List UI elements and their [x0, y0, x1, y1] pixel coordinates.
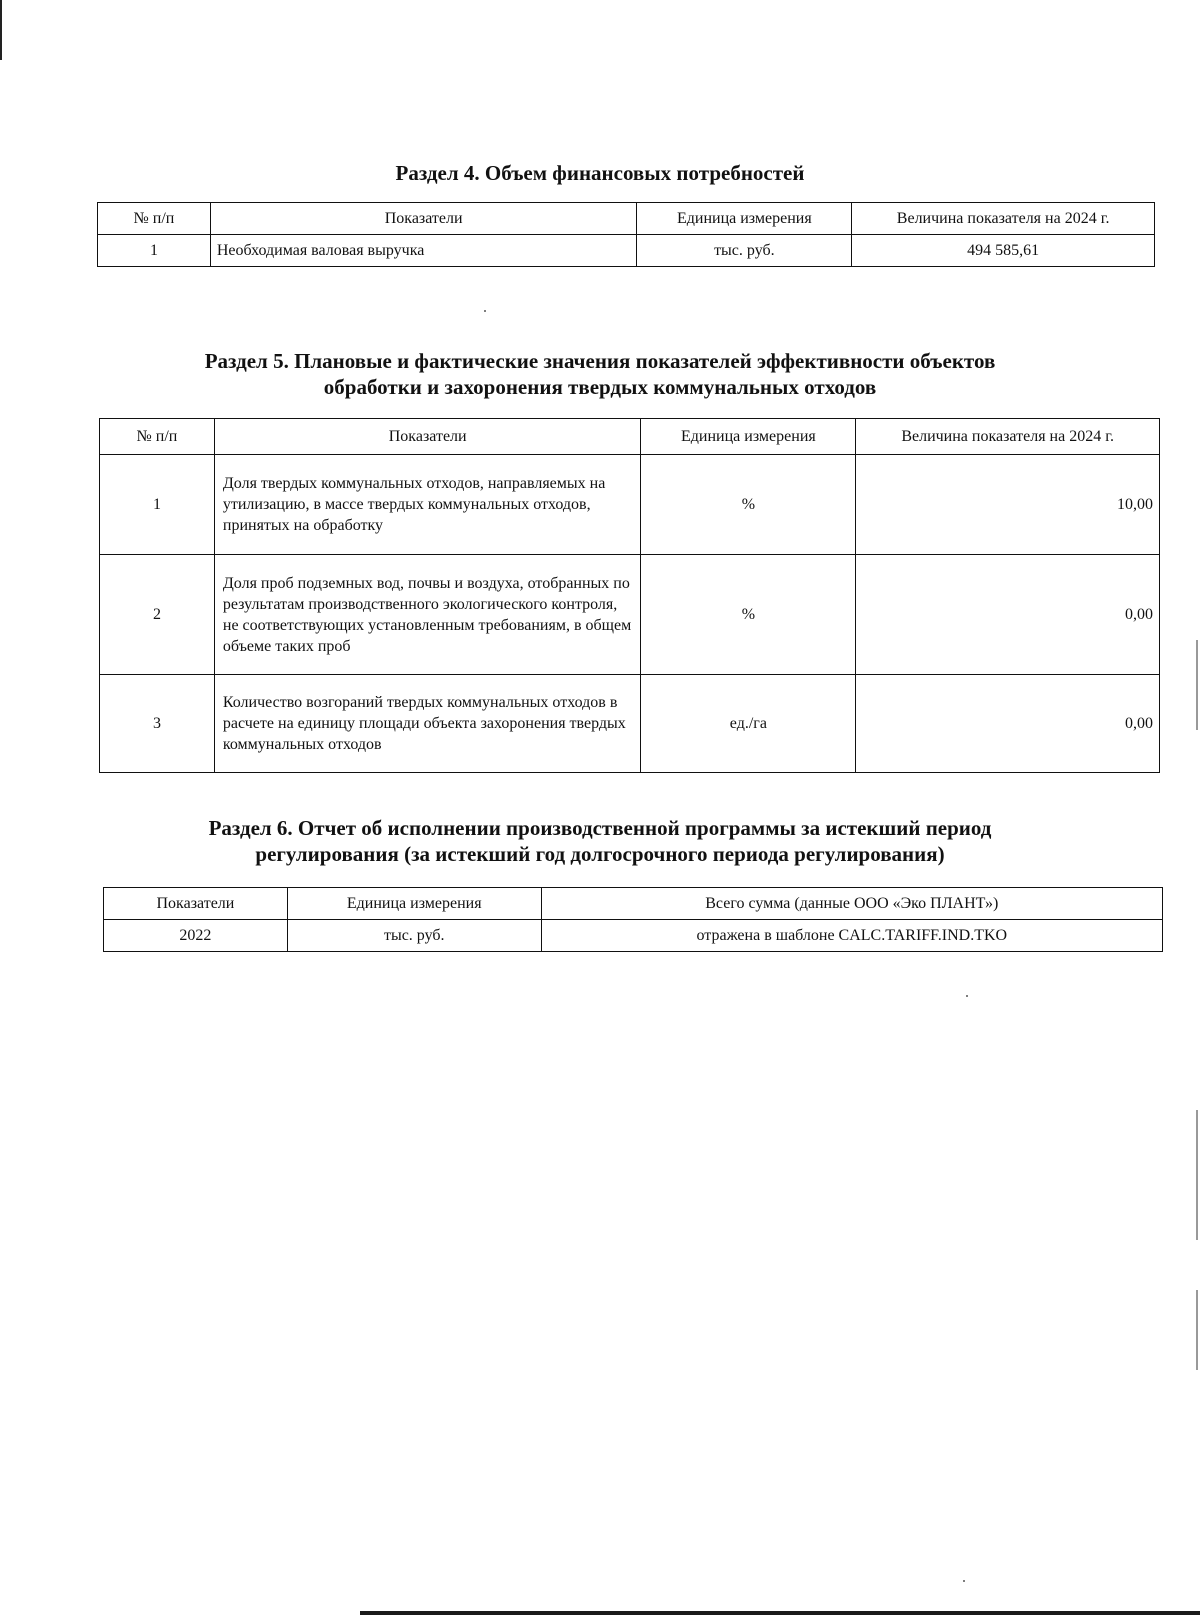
total-cell: отражена в шаблоне CALC.TARIFF.IND.TKO — [541, 920, 1162, 952]
scan-dot — [963, 1580, 965, 1582]
table-header-row — [100, 419, 1160, 455]
value-cell: 0,00 — [856, 675, 1160, 773]
header-cell: № п/п — [100, 419, 215, 455]
header-cell: № п/п — [98, 203, 211, 235]
section6-title: Раздел 6. Отчет об исполнении производственной программы за истекший период регулирования (за истекший год долгосрочного периода регулирования) — [208, 816, 992, 866]
section4-title: Раздел 4. Объем финансовых потребностей — [395, 161, 805, 185]
value-cell: 10,00 — [856, 455, 1160, 555]
header-cell: Показатели — [104, 888, 288, 920]
row-number: 2 — [100, 555, 215, 675]
table-header-row — [98, 203, 1155, 235]
unit-cell: % — [641, 455, 856, 555]
unit-cell: тыс. руб. — [287, 920, 541, 952]
table-row — [100, 555, 1160, 675]
table-row — [104, 920, 1163, 952]
section4-table — [97, 202, 1155, 267]
table-row — [100, 675, 1160, 773]
section6-table — [103, 887, 1163, 952]
scan-dot — [966, 995, 968, 997]
scan-speck — [1196, 1290, 1198, 1370]
header-cell: Единица измерения — [287, 888, 541, 920]
table-row — [100, 455, 1160, 555]
table-header-row — [104, 888, 1163, 920]
table-row — [98, 235, 1155, 267]
header-cell: Величина показателя на 2024 г. — [856, 419, 1160, 455]
header-cell: Показатели — [210, 203, 637, 235]
unit-cell: тыс. руб. — [637, 235, 852, 267]
indicator-cell: Доля твердых коммунальных отходов, направляемых на утилизацию, в массе твердых коммунальных отходов, принятых на обработку — [214, 455, 641, 555]
section5-title: Раздел 5. Плановые и фактические значения показателей эффективности объектов обработки и захоронения твердых коммунальных отходов — [204, 349, 996, 399]
section5-table — [99, 418, 1160, 773]
indicator-cell: Количество возгораний твердых коммунальных отходов в расчете на единицу площади объекта захоронения твердых коммунальных отходов — [214, 675, 641, 773]
row-number: 1 — [98, 235, 211, 267]
unit-cell: ед./га — [641, 675, 856, 773]
header-cell: Величина показателя на 2024 г. — [852, 203, 1155, 235]
indicator-cell: Необходимая валовая выручка — [210, 235, 637, 267]
scan-speck — [1196, 1110, 1198, 1240]
header-cell: Единица измерения — [641, 419, 856, 455]
header-cell: Единица измерения — [637, 203, 852, 235]
scan-edge-left — [0, 0, 2, 60]
scan-speck — [1196, 640, 1198, 730]
indicator-cell: 2022 — [104, 920, 288, 952]
row-number: 1 — [100, 455, 215, 555]
unit-cell: % — [641, 555, 856, 675]
scan-edge-bottom — [360, 1611, 1200, 1615]
header-cell: Показатели — [214, 419, 641, 455]
header-cell: Всего сумма (данные ООО «Эко ПЛАНТ») — [541, 888, 1162, 920]
scan-dot — [484, 310, 486, 312]
value-cell: 0,00 — [856, 555, 1160, 675]
indicator-cell: Доля проб подземных вод, почвы и воздуха, отобранных по результатам производственного экологического контроля, не соответствующих установленным требованиям, в общем объеме таких проб — [214, 555, 641, 675]
value-cell: 494 585,61 — [852, 235, 1155, 267]
row-number: 3 — [100, 675, 215, 773]
